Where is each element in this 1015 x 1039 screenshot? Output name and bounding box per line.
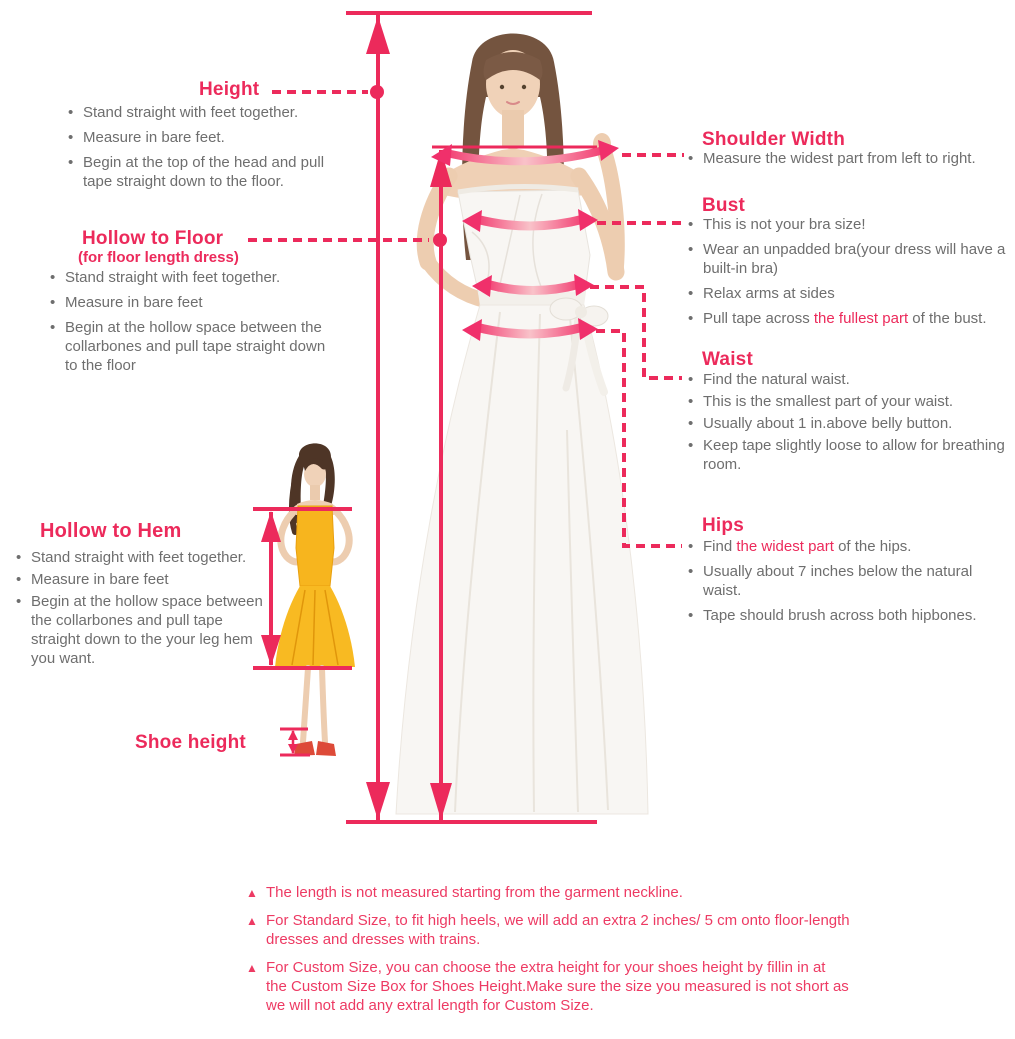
warning-triangle-icon: ▲ (246, 914, 258, 928)
bullet-highlight: the widest part (736, 538, 834, 555)
height-title: Height (199, 79, 260, 100)
note-item (246, 883, 850, 902)
hollow-to-floor-title: Hollow to Floor (82, 228, 224, 249)
warning-triangle-icon: ▲ (246, 961, 258, 975)
warning-triangle-icon: ▲ (246, 886, 258, 900)
shoulder-width-bullets (686, 149, 1012, 171)
shoe-height-title: Shoe height (135, 732, 246, 753)
main-model-eye (500, 85, 504, 89)
note-text: The length is not measured starting from the garment neckline. (266, 884, 683, 901)
hips-bullets (686, 537, 1010, 631)
waist-bullets (686, 370, 1010, 477)
small-model-shoe (316, 741, 336, 756)
small-model-leg (322, 668, 325, 742)
list-item: • Measure in bare feet. (66, 128, 332, 147)
list-item: • Usually about 7 inches below the natural waist. (686, 562, 1010, 600)
list-item: • This is not your bra size! (686, 215, 1010, 234)
bullet-text: Pull tape across (703, 310, 814, 327)
main-dress-skirt (396, 305, 648, 814)
note-text: For Standard Size, to fit high heels, we will add an extra 2 inches/ 5 cm onto floor-length dresses and dresses with trains. (266, 912, 850, 948)
hollow-to-floor-subtitle: (for floor length dress) (78, 249, 239, 266)
small-model-figure (275, 443, 355, 756)
note-text: For Custom Size, you can choose the extra height for your shoes height by fillin in at the Custom Size Box for Shoes Height.Make sure the size you measured is not short as we will not add any extral length for Custom Size. (266, 959, 849, 1014)
list-item: • Measure in bare feet (14, 570, 270, 589)
list-item: • Keep tape slightly loose to allow for breathing room. (686, 436, 1010, 474)
small-model-neck (310, 485, 320, 500)
height-bullets (66, 103, 332, 197)
bullet-text: Find (703, 538, 737, 555)
hem-arrow-up-icon (261, 511, 281, 542)
main-model-left-arm (425, 176, 449, 262)
bullet-text: of the hips. (833, 538, 912, 555)
bust-title: Bust (702, 195, 746, 216)
main-model-eye (522, 85, 526, 89)
list-item: • Wear an unpadded bra(your dress will have a built-in bra) (686, 240, 1010, 278)
list-item: • Stand straight with feet together. (66, 103, 332, 122)
waist-title: Waist (702, 349, 753, 370)
list-item (686, 309, 1010, 328)
list-item: • Stand straight with feet together. (14, 548, 270, 567)
hollow-to-floor-bullets (48, 268, 330, 381)
hollow-to-hem-title: Hollow to Hem (40, 520, 182, 542)
bullet-highlight: the fullest part (813, 310, 909, 327)
bullet-text: of the bust. (908, 310, 987, 327)
list-item: • Begin at the top of the head and pull tape straight down to the floor. (66, 153, 332, 191)
list-item: • Usually about 1 in.above belly button. (686, 414, 1010, 433)
note-item (246, 911, 850, 949)
list-item: • Relax arms at sides (686, 284, 1010, 303)
height-arrow-down-icon (366, 782, 390, 820)
list-item: • Tape should brush across both hipbones. (686, 606, 1010, 625)
list-item: • Begin at the hollow space between the collarbones and pull tape straight down to the your leg hem you want. (14, 592, 270, 668)
footnotes (246, 883, 850, 1024)
list-item: • This is the smallest part of your waist. (686, 392, 1010, 411)
small-model-leg (303, 668, 308, 742)
note-item (246, 958, 850, 1015)
list-item (686, 537, 1010, 556)
list-item: • Begin at the hollow space between the collarbones and pull tape straight down to the floor (48, 318, 330, 375)
bust-bullets (686, 215, 1010, 334)
height-arrow-up-icon (366, 16, 390, 54)
hips-title: Hips (702, 515, 744, 536)
hollow-to-hem-bullets (14, 548, 270, 671)
height-anchor-dot (370, 85, 384, 99)
list-item: • Stand straight with feet together. (48, 268, 330, 287)
list-item: • Measure the widest part from left to right. (686, 149, 1012, 168)
main-model-neck (502, 110, 524, 150)
shoe-arrow-up-icon (288, 730, 298, 740)
main-dress-bow-knot (575, 306, 587, 318)
hollow-anchor-dot (433, 233, 447, 247)
list-item: • Measure in bare feet (48, 293, 330, 312)
small-dress-bodice (296, 506, 334, 586)
list-item: • Find the natural waist. (686, 370, 1010, 389)
shoulder-width-title: Shoulder Width (702, 129, 845, 150)
